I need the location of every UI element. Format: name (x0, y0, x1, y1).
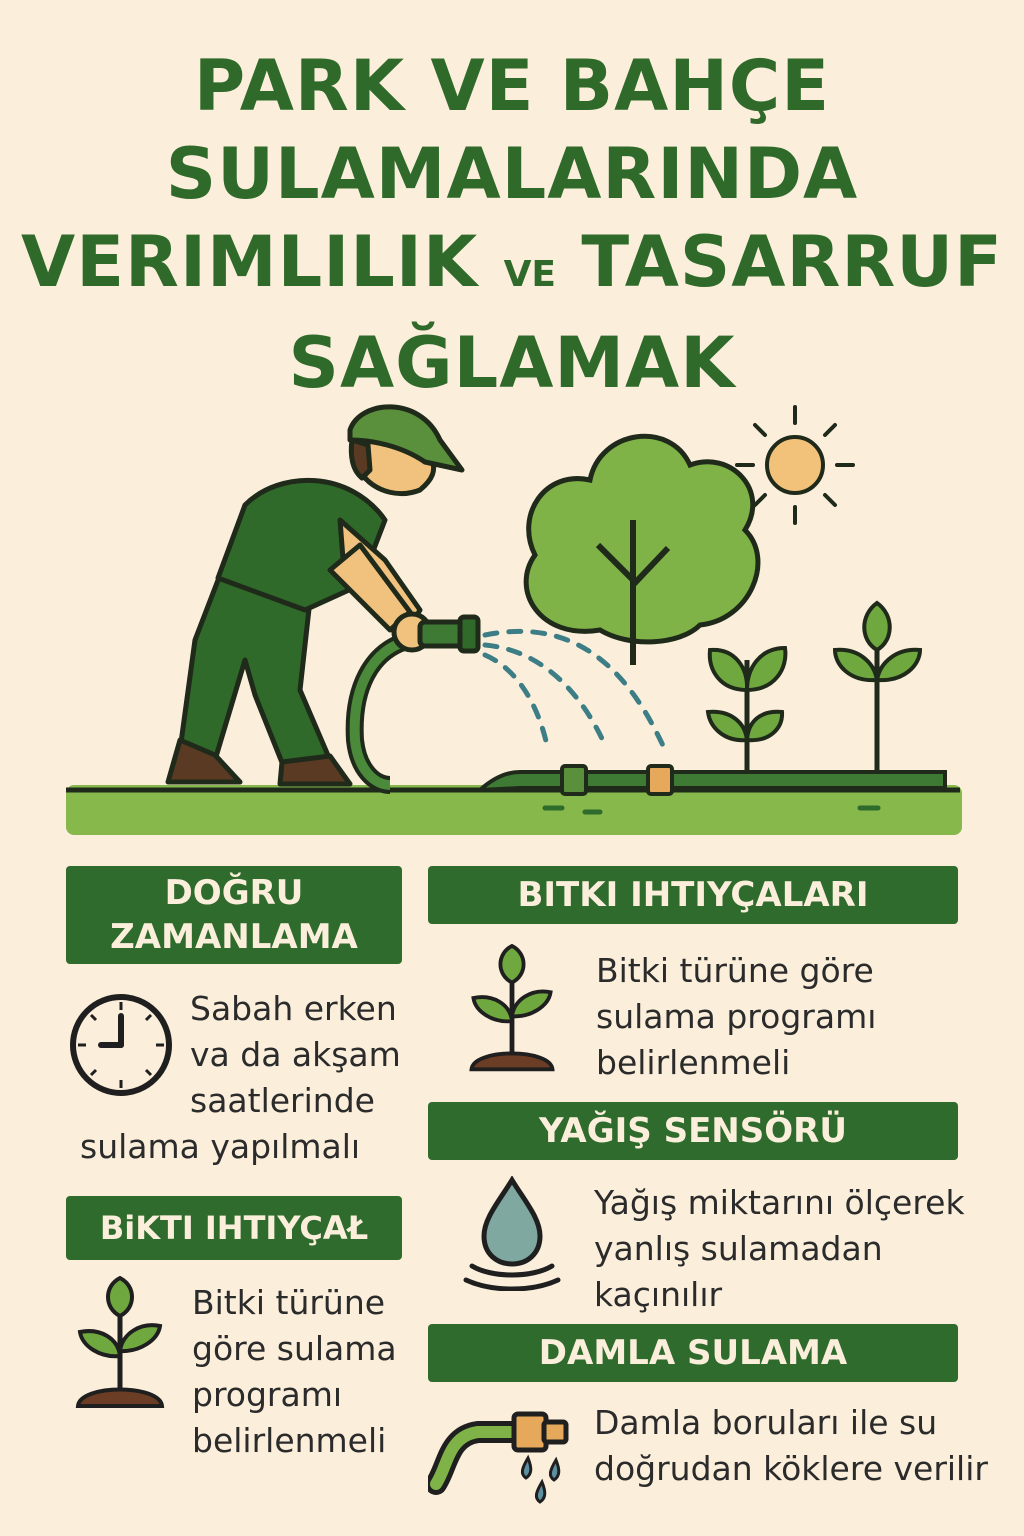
timing-heading-line1: DOĞRU (164, 873, 304, 913)
plant-needs-left-line4: belirlenmeli (192, 1421, 387, 1460)
seedling-hero-2 (835, 603, 920, 770)
clock-icon (66, 990, 176, 1100)
title-word-verimlilik: VERIMLILIK (21, 221, 479, 303)
drip-heading-text: DAMLA SULAMA (538, 1333, 848, 1373)
rain-sensor-line1: Yağış miktarını ölçerek (594, 1183, 965, 1222)
plant-needs-left-heading (66, 1196, 402, 1260)
title-word-tasarruf: TASARRUF (581, 221, 1003, 303)
plant-needs-left-line3: programı (192, 1375, 343, 1414)
ground-pipe (480, 766, 945, 794)
rain-sensor-heading-text: YAĞIŞ SENSÖRÜ (539, 1111, 847, 1151)
rain-sensor-heading (428, 1102, 958, 1160)
timing-text-line2: va da akşam (190, 1035, 401, 1074)
timing-text-line1: Sabah erken (190, 989, 397, 1028)
plant-needs-right-text (596, 948, 976, 1086)
timing-heading-line2: ZAMANLAMA (110, 917, 358, 957)
plant-needs-left-line2: göre sulama (192, 1329, 397, 1368)
rain-sensor-line2: yanlış sulamadan (594, 1229, 883, 1268)
gardener-watering-illustration (0, 390, 1024, 850)
timing-text-line4: sulama yapılmalı (80, 1127, 361, 1166)
plant-needs-right-heading-text: BITKI IHTIYÇALARI (517, 875, 869, 915)
title-line-1: PARK VE BAHÇE (193, 45, 831, 127)
seedling-icon (70, 1276, 170, 1416)
plant-needs-right-line3: belirlenmeli (596, 1043, 791, 1082)
timing-text-line3: saatlerinde (190, 1081, 375, 1120)
drip-line2: doğrudan köklere verilir (594, 1449, 988, 1488)
seedling-icon (462, 944, 562, 1079)
water-spray (485, 631, 665, 750)
gardener-figure (168, 407, 478, 785)
plant-needs-left-line1: Bitki türüne (192, 1283, 386, 1322)
title-line-2: SULAMALARINDA (165, 133, 859, 215)
drip-pipe-icon (428, 1396, 578, 1506)
tree-icon (526, 436, 758, 665)
rain-sensor-line3: kaçınılır (594, 1275, 723, 1314)
timing-text (190, 986, 410, 1124)
page-title (0, 42, 1024, 407)
drip-line1: Damla boruları ile su (594, 1403, 938, 1442)
seedling-hero-1 (708, 648, 785, 770)
plant-needs-right-line2: sulama programı (596, 997, 877, 1036)
plant-needs-left-heading-text: BiKTI IHTIYÇAŁ (99, 1209, 369, 1247)
timing-heading (66, 866, 402, 964)
title-line-3 (0, 218, 1024, 319)
plant-needs-right-heading (428, 866, 958, 924)
plant-needs-right-line1: Bitki türüne göre (596, 951, 874, 990)
rain-sensor-text (594, 1180, 994, 1318)
timing-text-last (80, 1124, 410, 1170)
title-line-4: SAĞLAMAK (288, 322, 736, 404)
plant-needs-left-text (192, 1280, 412, 1464)
drip-heading (428, 1324, 958, 1382)
title-word-ve: VE (503, 254, 557, 295)
water-drop-icon (462, 1176, 562, 1291)
drip-text (594, 1400, 1014, 1492)
